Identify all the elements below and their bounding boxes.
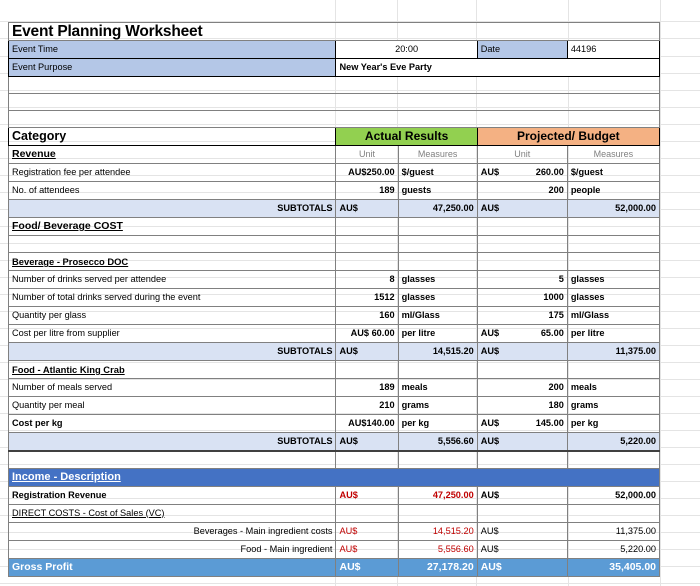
projected-unit-value[interactable]: 5 [477, 271, 567, 289]
actual-subtotal-currency: AU$ [336, 343, 398, 361]
gross-profit-label: Gross Profit [9, 558, 336, 576]
actual-unit-value[interactable]: 189 [336, 379, 398, 397]
food-subtotal-row [9, 433, 660, 452]
projected-subtotal-currency: AU$ [477, 343, 567, 361]
projected-value: 35,405.00 [567, 558, 659, 576]
beverage-subtotal-row [9, 343, 660, 361]
projected-measure-value: $/guest [567, 164, 659, 182]
food-heading-row [9, 361, 660, 379]
actual-unit-value[interactable]: 189 [336, 182, 398, 200]
row-label: Number of meals served [9, 379, 336, 397]
projected-currency: AU$ [480, 328, 500, 338]
event-purpose-row [9, 59, 660, 77]
event-purpose-value[interactable]: New Year's Eve Party [336, 59, 660, 77]
gross-profit-row [9, 558, 660, 576]
projected-unit-value[interactable]: 1000 [477, 289, 567, 307]
actual-unit-subheader: Unit [336, 146, 398, 164]
projected-unit-value[interactable] [477, 164, 567, 182]
actual-currency: AU$ [336, 486, 398, 504]
empty-cell [567, 504, 659, 522]
empty-cell [336, 451, 398, 468]
row-label: Beverages - Main ingredient costs [9, 522, 336, 540]
projected-measures-subheader: Measures [567, 146, 659, 164]
actual-unit-value[interactable]: AU$140.00 [336, 415, 398, 433]
row-label: Registration fee per attendee [9, 164, 336, 182]
revenue-subtotal-row [9, 200, 660, 218]
empty-cell [336, 504, 398, 522]
table-row [9, 415, 660, 433]
projected-value: 11,375.00 [567, 522, 659, 540]
event-date-value[interactable]: 44196 [567, 41, 659, 59]
actual-subtotal-value: 5,556.60 [398, 433, 477, 452]
projected-unit-value[interactable]: 175 [477, 307, 567, 325]
projected-currency: AU$ [477, 522, 567, 540]
projected-subtotal-value: 5,220.00 [567, 433, 659, 452]
actual-subtotal-currency: AU$ [336, 433, 398, 452]
empty-cell [9, 451, 336, 468]
projected-measure-value: meals [567, 379, 659, 397]
spacer-row [9, 77, 660, 94]
empty-cell [398, 361, 477, 379]
actual-measures-subheader: Measures [398, 146, 477, 164]
empty-cell [336, 253, 398, 271]
actual-measure-value: guests [398, 182, 477, 200]
row-label: Quantity per glass [9, 307, 336, 325]
empty-cell [398, 253, 477, 271]
event-purpose-label: Event Purpose [9, 59, 336, 77]
event-date-label: Date [477, 41, 567, 59]
actual-measure-value: $/guest [398, 164, 477, 182]
actual-measure-value: meals [398, 379, 477, 397]
table-row [9, 164, 660, 182]
empty-cell [477, 218, 567, 236]
empty-cell [336, 361, 398, 379]
projected-unit-value[interactable]: 200 [477, 379, 567, 397]
column-group-header-row [9, 128, 660, 146]
table-row [9, 379, 660, 397]
empty-cell [398, 451, 477, 468]
actual-unit-value[interactable]: 210 [336, 397, 398, 415]
beverage-heading: Beverage - Prosecco DOC [9, 253, 336, 271]
actual-unit-value[interactable]: 8 [336, 271, 398, 289]
subtotals-label: SUBTOTALS [9, 343, 336, 361]
empty-cell [398, 504, 477, 522]
actual-subtotal-currency: AU$ [336, 200, 398, 218]
actual-measure-value: glasses [398, 271, 477, 289]
projected-unit-value[interactable] [477, 415, 567, 433]
row-label: Food - Main ingredient [9, 540, 336, 558]
actual-results-header: Actual Results [336, 128, 477, 146]
empty-cell [477, 361, 567, 379]
projected-unit-subheader: Unit [477, 146, 567, 164]
actual-unit-value[interactable]: AU$ 60.00 [336, 325, 398, 343]
row-label: No. of attendees [9, 182, 336, 200]
projected-currency: AU$ [477, 540, 567, 558]
projected-amount: 65.00 [540, 328, 564, 338]
actual-measure-value: glasses [398, 289, 477, 307]
actual-unit-value[interactable]: AU$250.00 [336, 164, 398, 182]
cost-row [9, 540, 660, 558]
table-row [9, 325, 660, 343]
projected-currency: AU$ [480, 167, 500, 177]
beverage-heading-row [9, 253, 660, 271]
event-time-label: Event Time [9, 41, 336, 59]
projected-currency: AU$ [477, 558, 567, 576]
actual-subtotal-value: 47,250.00 [398, 200, 477, 218]
page-title: Event Planning Worksheet [9, 23, 660, 41]
food-beverage-cost-heading: Food/ Beverage COST [9, 218, 336, 236]
cost-row [9, 522, 660, 540]
actual-measure-value: per kg [398, 415, 477, 433]
income-description-heading: Income - Description [9, 468, 660, 486]
table-row [9, 271, 660, 289]
direct-costs-label: DIRECT COSTS - Cost of Sales (VC) [9, 504, 336, 522]
subtotals-label: SUBTOTALS [9, 200, 336, 218]
empty-cell [398, 218, 477, 236]
projected-measure-value: per litre [567, 325, 659, 343]
direct-costs-row [9, 504, 660, 522]
projected-subtotal-value: 52,000.00 [567, 200, 659, 218]
actual-currency: AU$ [336, 540, 398, 558]
actual-value: 27,178.20 [398, 558, 477, 576]
projected-amount: 260.00 [535, 167, 564, 177]
row-label: Number of total drinks served during the event [9, 289, 336, 307]
projected-measure-value: glasses [567, 271, 659, 289]
row-label: Cost per litre from supplier [9, 325, 336, 343]
empty-cell [567, 361, 659, 379]
table-row [9, 289, 660, 307]
empty-cell [567, 218, 659, 236]
empty-cell [477, 451, 567, 468]
food-beverage-cost-heading-row [9, 218, 660, 236]
blank-table-row [9, 236, 660, 253]
event-time-value[interactable]: 20:00 [336, 41, 477, 59]
actual-currency: AU$ [336, 522, 398, 540]
registration-revenue-row [9, 486, 660, 504]
worksheet-title-row [9, 23, 660, 41]
projected-subtotal-currency: AU$ [477, 200, 567, 218]
actual-value: 14,515.20 [398, 522, 477, 540]
projected-value: 5,220.00 [567, 540, 659, 558]
empty-cell [336, 236, 398, 253]
projected-unit-value[interactable] [477, 325, 567, 343]
projected-value: 52,000.00 [567, 486, 659, 504]
income-description-header-row [9, 468, 660, 486]
actual-measure-value: grams [398, 397, 477, 415]
row-label: Cost per kg [9, 415, 336, 433]
subtotals-label: SUBTOTALS [9, 433, 336, 452]
empty-cell [336, 218, 398, 236]
empty-cell [398, 236, 477, 253]
event-time-row [9, 41, 660, 59]
row-label: Number of drinks served per attendee [9, 271, 336, 289]
actual-currency: AU$ [336, 558, 398, 576]
table-row [9, 397, 660, 415]
projected-currency: AU$ [477, 486, 567, 504]
actual-value: 47,250.00 [398, 486, 477, 504]
projected-measure-value: ml/Glass [567, 307, 659, 325]
category-header: Category [9, 128, 336, 146]
projected-measure-value: grams [567, 397, 659, 415]
projected-measure-value: glasses [567, 289, 659, 307]
projected-currency: AU$ [480, 418, 500, 428]
row-label: Registration Revenue [9, 486, 336, 504]
blank-table-row [9, 451, 660, 468]
row-label: Quantity per meal [9, 397, 336, 415]
empty-cell [567, 236, 659, 253]
table-row [9, 307, 660, 325]
projected-unit-value[interactable]: 200 [477, 182, 567, 200]
empty-cell [477, 253, 567, 271]
event-planning-table [8, 22, 660, 577]
projected-budget-header: Projected/ Budget [477, 128, 659, 146]
empty-cell [567, 451, 659, 468]
empty-cell [567, 253, 659, 271]
actual-measure-value: ml/Glass [398, 307, 477, 325]
food-heading: Food - Atlantic King Crab [9, 361, 336, 379]
empty-cell [477, 504, 567, 522]
revenue-heading-row [9, 146, 660, 164]
table-row [9, 182, 660, 200]
projected-measure-value: people [567, 182, 659, 200]
revenue-heading: Revenue [9, 146, 336, 164]
projected-subtotal-currency: AU$ [477, 433, 567, 452]
projected-unit-value[interactable]: 180 [477, 397, 567, 415]
projected-amount: 145.00 [535, 418, 564, 428]
empty-cell [9, 236, 336, 253]
spacer-row [9, 94, 660, 111]
actual-unit-value[interactable]: 160 [336, 307, 398, 325]
projected-measure-value: per kg [567, 415, 659, 433]
spacer-row [9, 111, 660, 128]
projected-subtotal-value: 11,375.00 [567, 343, 659, 361]
actual-subtotal-value: 14,515.20 [398, 343, 477, 361]
actual-unit-value[interactable]: 1512 [336, 289, 398, 307]
actual-value: 5,556.60 [398, 540, 477, 558]
empty-cell [477, 236, 567, 253]
actual-measure-value: per litre [398, 325, 477, 343]
